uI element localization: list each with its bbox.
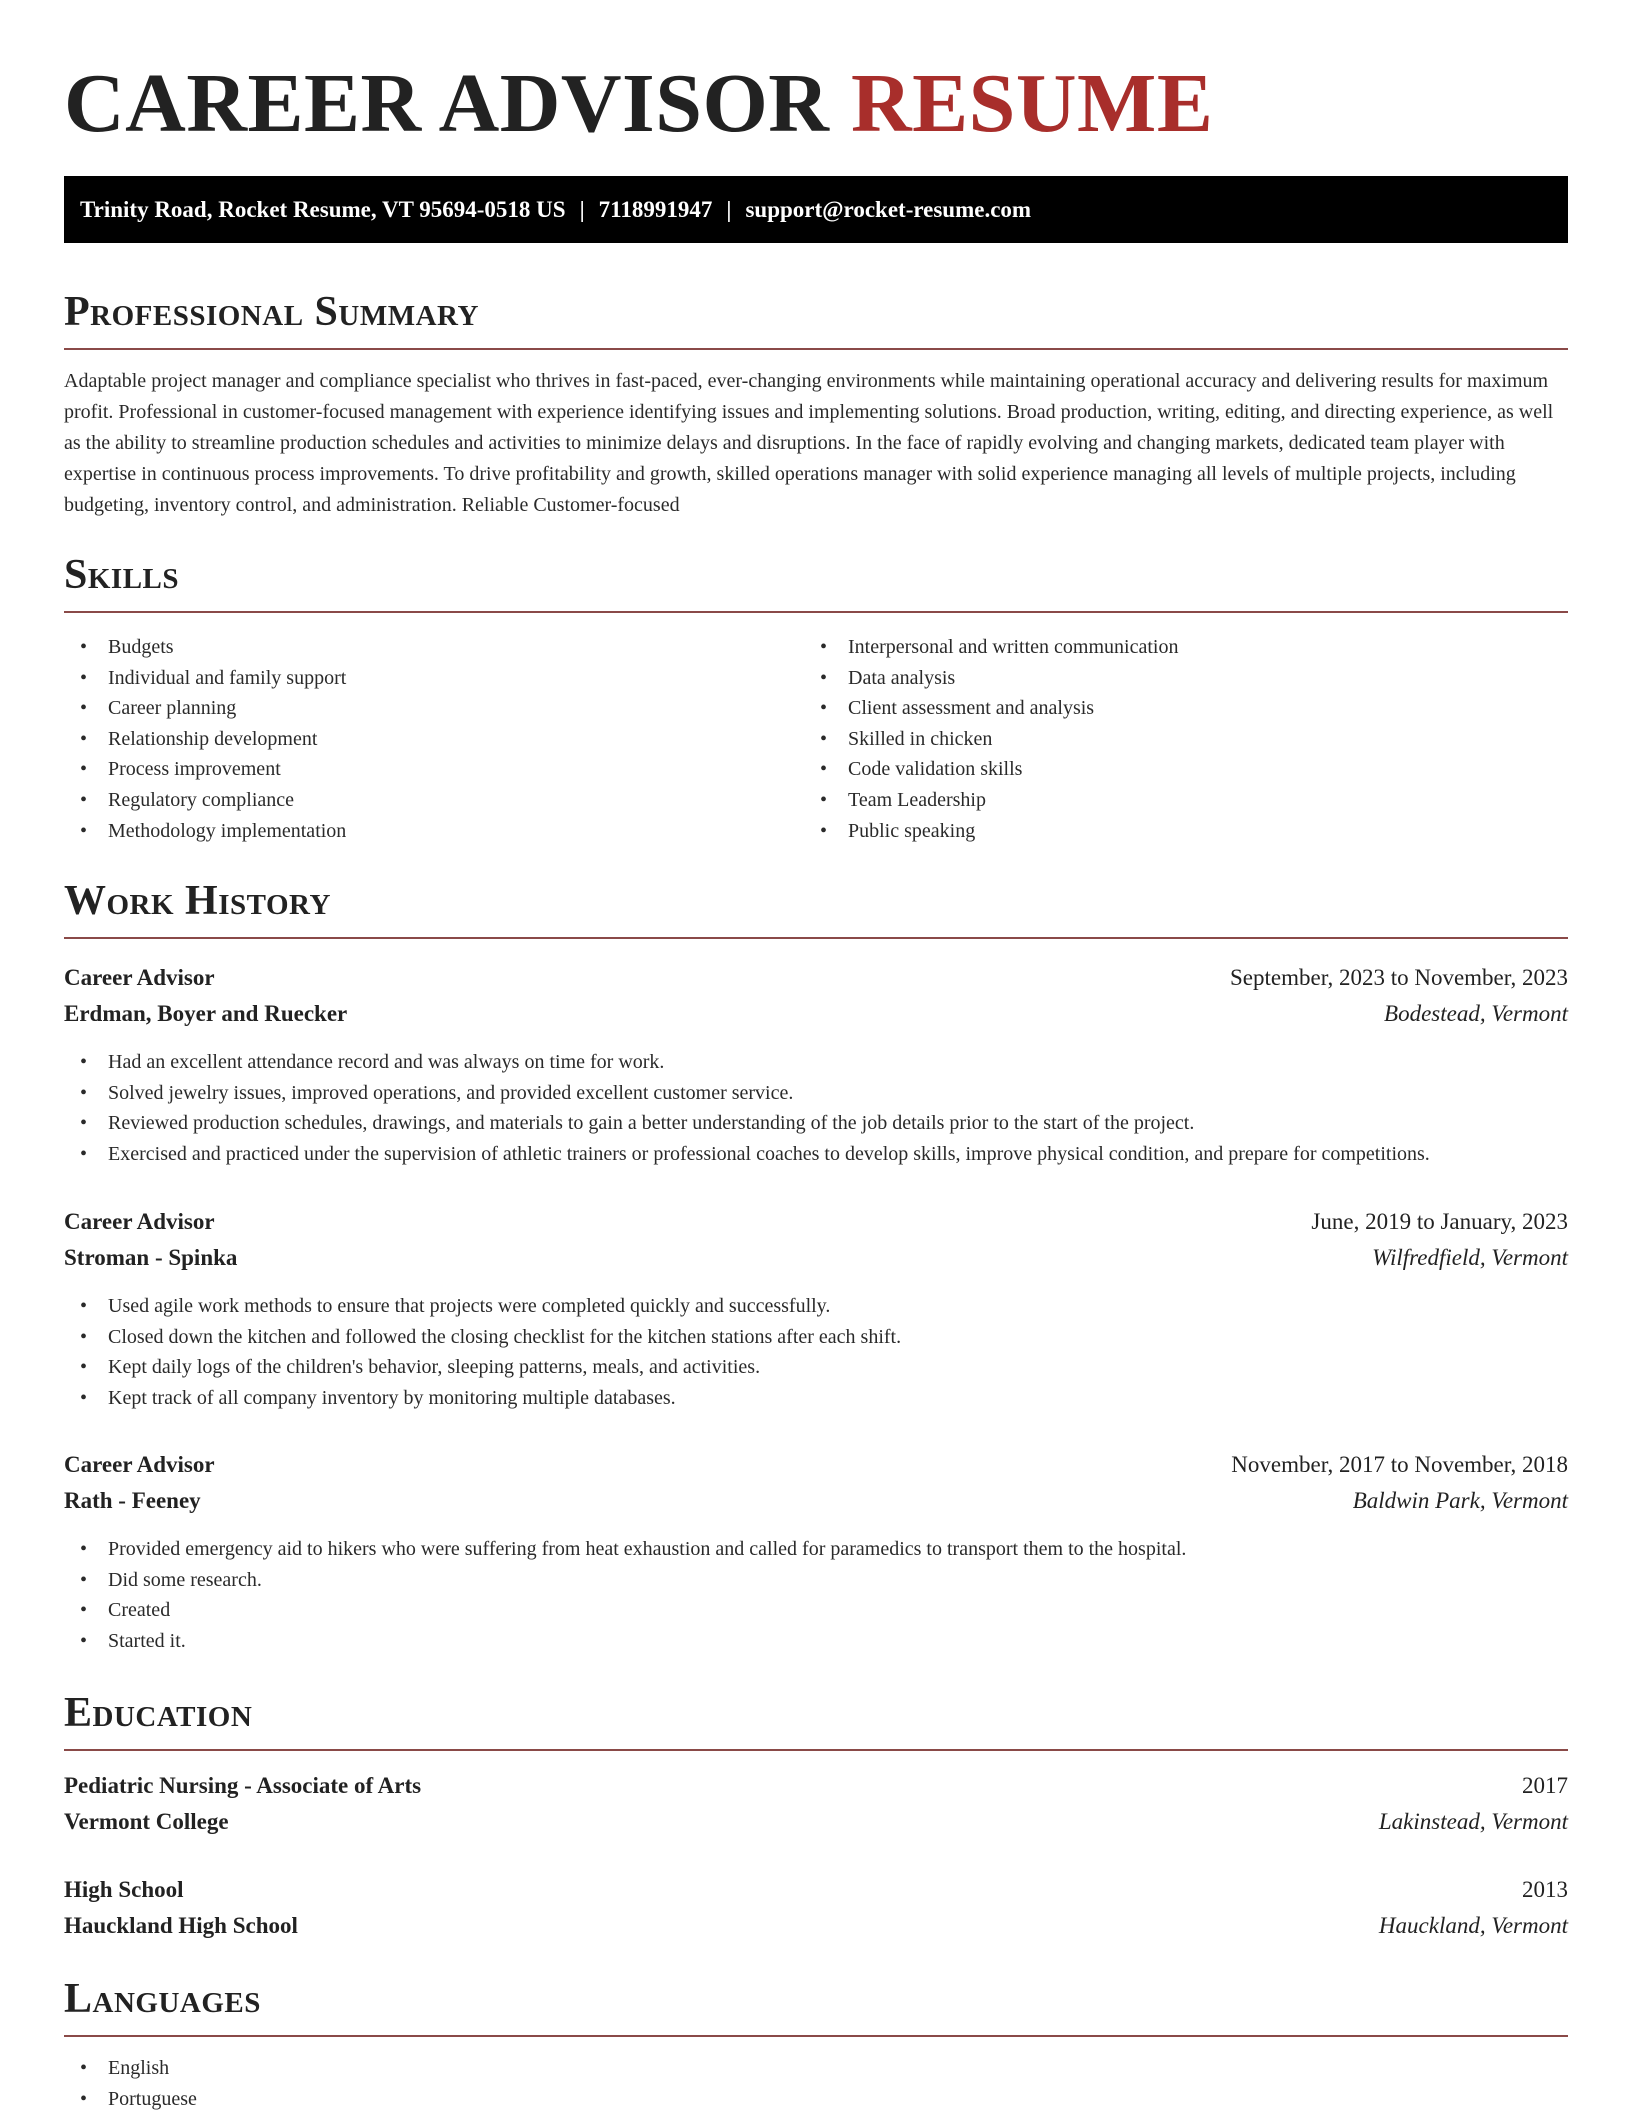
- contact-phone[interactable]: 7118991947: [598, 197, 713, 222]
- skill-item: • Skilled in chicken: [804, 724, 1568, 755]
- job-location: Bodestead, Vermont: [1384, 1001, 1568, 1026]
- job-duty: • Reviewed production schedules, drawings, and materials to gain a better understanding of the job details prior to the start of the project.: [64, 1108, 1568, 1139]
- summary-text: Adaptable project manager and compliance specialist who thrives in fast-paced, ever-changing environments while maintaining operational accuracy and delivering results for maximum profit. Professional in customer-focused management with experience identifying issues and implementing solutions. Broad production, writing, editing, and directing experience, as well as the ability to streamline production schedules and activities to minimize delays and disruptions. In the face of rapidly evolving and changing markets, dedicated team player with expertise in continuous process improvements. To drive profitability and growth, skilled operations manager with solid experience managing all levels of multiple projects, including budgeting, inventory control, and administration. Reliable Customer-focused: [64, 370, 1554, 516]
- skill-item: • Client assessment and analysis: [804, 693, 1568, 724]
- education-year: 2017: [1522, 1773, 1568, 1798]
- skills-divider: [64, 611, 1568, 613]
- education-divider: [64, 1749, 1568, 1751]
- job-company-row: [64, 1483, 1568, 1519]
- skill-item: • Data analysis: [804, 663, 1568, 694]
- job-duty: • Exercised and practiced under the supervision of athletic trainers or professional coaches to develop skills, improve physical condition, and prepare for competitions.: [64, 1139, 1568, 1170]
- job-duties-list: [64, 1047, 1568, 1169]
- job-duty: • Kept daily logs of the children's behavior, sleeping patterns, meals, and activities.: [64, 1352, 1568, 1383]
- contact-bar: [64, 176, 1568, 243]
- education-heading: Education: [64, 1690, 253, 1736]
- skill-item: • Public speaking: [804, 816, 1568, 847]
- job-duty: • Used agile work methods to ensure that projects were completed quickly and successfully.: [64, 1291, 1568, 1322]
- job-duty: • Had an excellent attendance record and was always on time for work.: [64, 1047, 1568, 1078]
- contact-address: Trinity Road, Rocket Resume, VT 95694-0518 US: [80, 197, 566, 222]
- job-duty: • Provided emergency aid to hikers who were suffering from heat exhaustion and called for paramedics to transport them to the hospital.: [64, 1534, 1568, 1565]
- skill-item: • Methodology implementation: [64, 816, 804, 847]
- skills-list-left: [64, 632, 804, 846]
- job-company: Erdman, Boyer and Ruecker: [64, 1001, 348, 1026]
- job-company-row: [64, 996, 1568, 1032]
- contact-separator: |: [579, 197, 585, 222]
- skill-item: • Interpersonal and written communication: [804, 632, 1568, 663]
- education-school: Vermont College: [64, 1809, 229, 1834]
- job-location: Baldwin Park, Vermont: [1352, 1488, 1568, 1513]
- education-degree: Pediatric Nursing - Associate of Arts: [64, 1773, 422, 1798]
- title-main: CAREER ADVISOR: [64, 57, 830, 150]
- job-header-row: [64, 1447, 1568, 1483]
- language-item: • English: [64, 2053, 1568, 2084]
- education-degree: High School: [64, 1877, 184, 1902]
- skill-item: • Code validation skills: [804, 754, 1568, 785]
- job-company: Rath - Feeney: [64, 1488, 201, 1513]
- skill-item: • Individual and family support: [64, 663, 804, 694]
- job-title: Career Advisor: [64, 1209, 215, 1234]
- title-accent: RESUME: [850, 57, 1214, 150]
- education-header-row: [64, 1872, 1568, 1908]
- job-duty: • Did some research.: [64, 1565, 1568, 1596]
- education-header-row: [64, 1768, 1568, 1804]
- job-company: Stroman - Spinka: [64, 1245, 238, 1270]
- job-duties-list: [64, 1534, 1568, 1656]
- skill-item: • Relationship development: [64, 724, 804, 755]
- job-company-row: [64, 1240, 1568, 1276]
- work-heading: Work History: [64, 878, 331, 924]
- contact-separator: |: [726, 197, 732, 222]
- education-location: Hauckland, Vermont: [1378, 1913, 1568, 1938]
- resume-title: [64, 58, 1213, 150]
- languages-divider: [64, 2035, 1568, 2037]
- education-school-row: [64, 1908, 1568, 1944]
- summary-heading: Professional Summary: [64, 289, 479, 335]
- skill-item: • Career planning: [64, 693, 804, 724]
- job-location: Wilfredfield, Vermont: [1372, 1245, 1568, 1270]
- job-duty: • Started it.: [64, 1626, 1568, 1657]
- skill-item: • Team Leadership: [804, 785, 1568, 816]
- skill-item: • Budgets: [64, 632, 804, 663]
- skill-item: • Process improvement: [64, 754, 804, 785]
- job-dates: November, 2017 to November, 2018: [1231, 1452, 1568, 1477]
- skills-list-right: [804, 632, 1568, 846]
- job-duty: • Kept track of all company inventory by monitoring multiple databases.: [64, 1383, 1568, 1414]
- skill-item: • Regulatory compliance: [64, 785, 804, 816]
- skills-heading: Skills: [64, 552, 180, 598]
- education-school: Hauckland High School: [64, 1913, 298, 1938]
- education-year: 2013: [1522, 1877, 1568, 1902]
- work-divider: [64, 937, 1568, 939]
- job-header-row: [64, 1204, 1568, 1240]
- job-dates: June, 2019 to January, 2023: [1311, 1209, 1568, 1234]
- job-duty: • Closed down the kitchen and followed the closing checklist for the kitchen stations after each shift.: [64, 1322, 1568, 1353]
- job-dates: September, 2023 to November, 2023: [1230, 965, 1568, 990]
- job-title: Career Advisor: [64, 1452, 215, 1477]
- job-duties-list: [64, 1291, 1568, 1413]
- job-duty: • Created: [64, 1595, 1568, 1626]
- summary-divider: [64, 348, 1568, 350]
- languages-heading: Languages: [64, 1976, 261, 2022]
- languages-list: [64, 2053, 1568, 2112]
- job-duty: • Solved jewelry issues, improved operations, and provided excellent customer service.: [64, 1078, 1568, 1109]
- education-school-row: [64, 1804, 1568, 1840]
- education-location: Lakinstead, Vermont: [1378, 1809, 1568, 1834]
- job-header-row: [64, 960, 1568, 996]
- job-title: Career Advisor: [64, 965, 215, 990]
- language-item: • Portuguese: [64, 2084, 1568, 2112]
- contact-email[interactable]: support@rocket-resume.com: [745, 197, 1032, 222]
